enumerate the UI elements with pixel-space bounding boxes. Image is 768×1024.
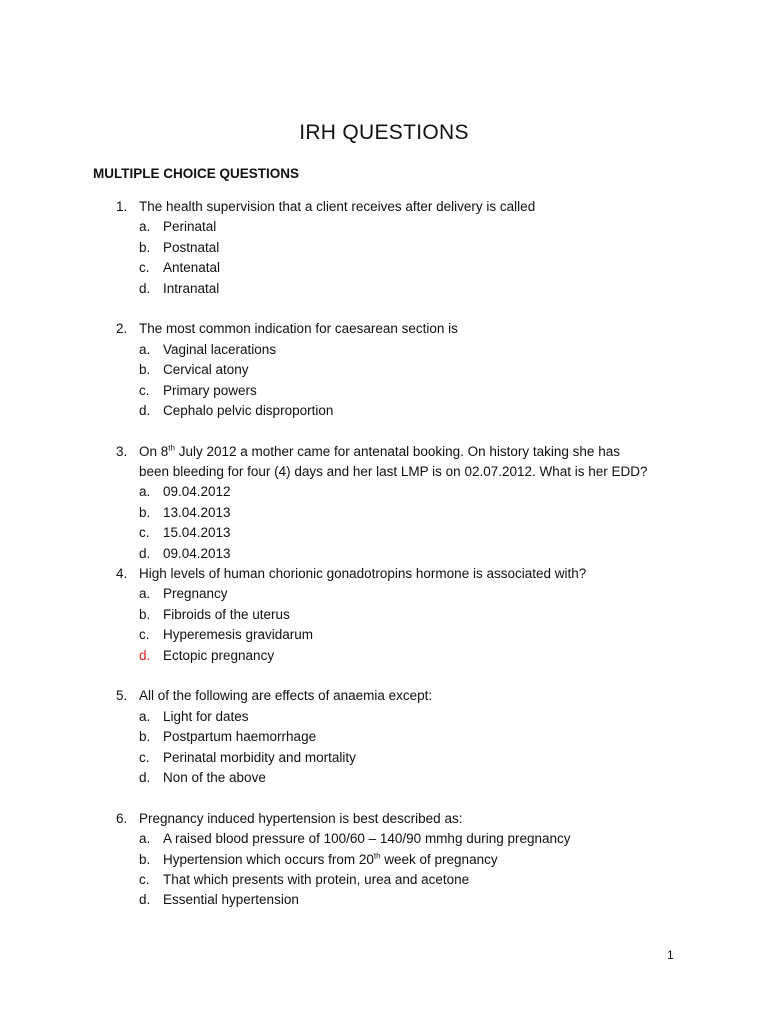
option-letter: c.	[139, 382, 150, 398]
option-d	[0, 544, 768, 564]
option-d	[0, 768, 768, 788]
option-text: 09.04.2013	[163, 545, 231, 561]
option-c	[0, 523, 768, 543]
option-c	[0, 625, 768, 645]
question-stem	[0, 686, 768, 706]
option-text-part: week of pregnancy	[380, 851, 498, 867]
option-d	[0, 646, 768, 666]
question-stem	[0, 564, 768, 584]
option-letter: a.	[139, 831, 151, 847]
question-stem-continued	[0, 462, 768, 482]
question-stem	[0, 197, 768, 217]
question-number: 1.	[116, 199, 128, 214]
question-number: 4.	[116, 566, 128, 582]
option-text: That which presents with protein, urea and acetone	[163, 871, 470, 887]
option-b	[0, 503, 768, 523]
page-number: 1	[667, 948, 674, 962]
page-title: IRH QUESTIONS	[299, 121, 469, 144]
option-text: 13.04.2013	[163, 504, 231, 520]
option-letter: c.	[139, 260, 150, 276]
question-6	[0, 809, 768, 911]
option-c	[0, 258, 768, 278]
option-text-part: Hypertension which occurs from 20	[163, 851, 374, 867]
question-text: Pregnancy induced hypertension is best described as:	[139, 810, 463, 826]
option-b	[0, 850, 768, 870]
option-text: Non of the above	[163, 769, 266, 785]
option-letter: a.	[139, 708, 151, 724]
question-stem	[0, 809, 768, 829]
question-number: 5.	[116, 688, 128, 704]
option-letter: c.	[139, 749, 150, 765]
option-letter: a.	[139, 484, 151, 500]
option-text: A raised blood pressure of 100/60 – 140/90 mmhg during pregnancy	[163, 831, 571, 847]
option-text: Perinatal	[163, 219, 217, 235]
question-5	[0, 686, 768, 788]
option-text: Perinatal morbidity and mortality	[163, 749, 356, 765]
option-text: Primary powers	[163, 382, 257, 398]
question-stem	[0, 442, 768, 462]
option-letter: a.	[139, 341, 151, 357]
option-letter: c.	[139, 627, 150, 643]
question-number: 6.	[116, 810, 128, 826]
option-c	[0, 870, 768, 890]
option-a	[0, 707, 768, 727]
option-c	[0, 381, 768, 401]
option-text: 09.04.2012	[163, 484, 231, 500]
option-letter: c.	[139, 871, 150, 887]
option-text: Postpartum haemorrhage	[163, 729, 317, 745]
option-letter: b.	[139, 729, 151, 745]
option-letter: a.	[139, 586, 151, 602]
option-a	[0, 217, 768, 237]
option-text: Vaginal lacerations	[163, 341, 277, 357]
option-text: Fibroids of the uterus	[163, 606, 290, 622]
question-number: 3.	[116, 443, 128, 459]
option-letter: b.	[139, 851, 151, 867]
option-letter: b.	[139, 362, 151, 378]
question-2	[0, 319, 768, 421]
question-text: been bleeding for four (4) days and her last LMP is on 02.07.2012. What is her EDD?	[139, 464, 648, 480]
option-text: Antenatal	[163, 260, 221, 276]
option-text: 15.04.2013	[163, 525, 231, 541]
question-text: The health supervision that a client receives after delivery is called	[139, 199, 536, 214]
option-a	[0, 340, 768, 360]
option-letter: d.	[139, 402, 151, 418]
question-text: The most common indication for caesarean section is	[139, 321, 458, 337]
option-letter: d.	[139, 892, 151, 908]
option-letter: c.	[139, 525, 150, 541]
option-b	[0, 727, 768, 747]
question-4	[0, 564, 768, 666]
option-a	[0, 482, 768, 502]
option-text	[163, 850, 498, 870]
option-letter-highlighted: d.	[139, 647, 151, 663]
option-a	[0, 584, 768, 604]
ordinal-suffix: th	[168, 443, 175, 453]
question-text-part: July 2012 a mother came for antenatal booking. On history taking she has	[174, 443, 620, 459]
question-text: All of the following are effects of anaemia except:	[139, 688, 433, 704]
question-stem	[0, 319, 768, 339]
option-a	[0, 829, 768, 849]
option-text: Postnatal	[163, 239, 220, 255]
option-c	[0, 748, 768, 768]
question-list	[0, 197, 768, 911]
option-letter: b.	[139, 504, 151, 520]
option-letter: a.	[139, 219, 151, 235]
option-b	[0, 238, 768, 258]
option-b	[0, 605, 768, 625]
option-text: Pregnancy	[163, 586, 228, 602]
question-3	[0, 442, 768, 564]
option-d	[0, 890, 768, 910]
option-d	[0, 279, 768, 299]
option-text: Hyperemesis gravidarum	[163, 627, 314, 643]
ordinal-suffix: th	[373, 851, 381, 860]
option-letter: b.	[139, 606, 151, 622]
option-d	[0, 401, 768, 421]
option-text: Light for dates	[163, 708, 249, 724]
question-number: 2.	[116, 321, 128, 337]
question-text	[139, 442, 620, 462]
option-text: Essential hypertension	[163, 892, 299, 908]
option-letter: d.	[139, 545, 151, 561]
option-b	[0, 360, 768, 380]
section-heading: MULTIPLE CHOICE QUESTIONS	[93, 166, 300, 181]
option-letter: d.	[139, 280, 151, 296]
option-letter: d.	[139, 769, 151, 785]
option-text: Ectopic pregnancy	[163, 647, 275, 663]
question-text: High levels of human chorionic gonadotropins hormone is associated with?	[139, 566, 587, 582]
question-text-part: On 8	[139, 443, 169, 459]
option-text: Intranatal	[163, 280, 220, 296]
option-letter: b.	[139, 239, 151, 255]
option-text: Cervical atony	[163, 362, 249, 378]
question-1	[0, 197, 768, 299]
option-text: Cephalo pelvic disproportion	[163, 402, 334, 418]
